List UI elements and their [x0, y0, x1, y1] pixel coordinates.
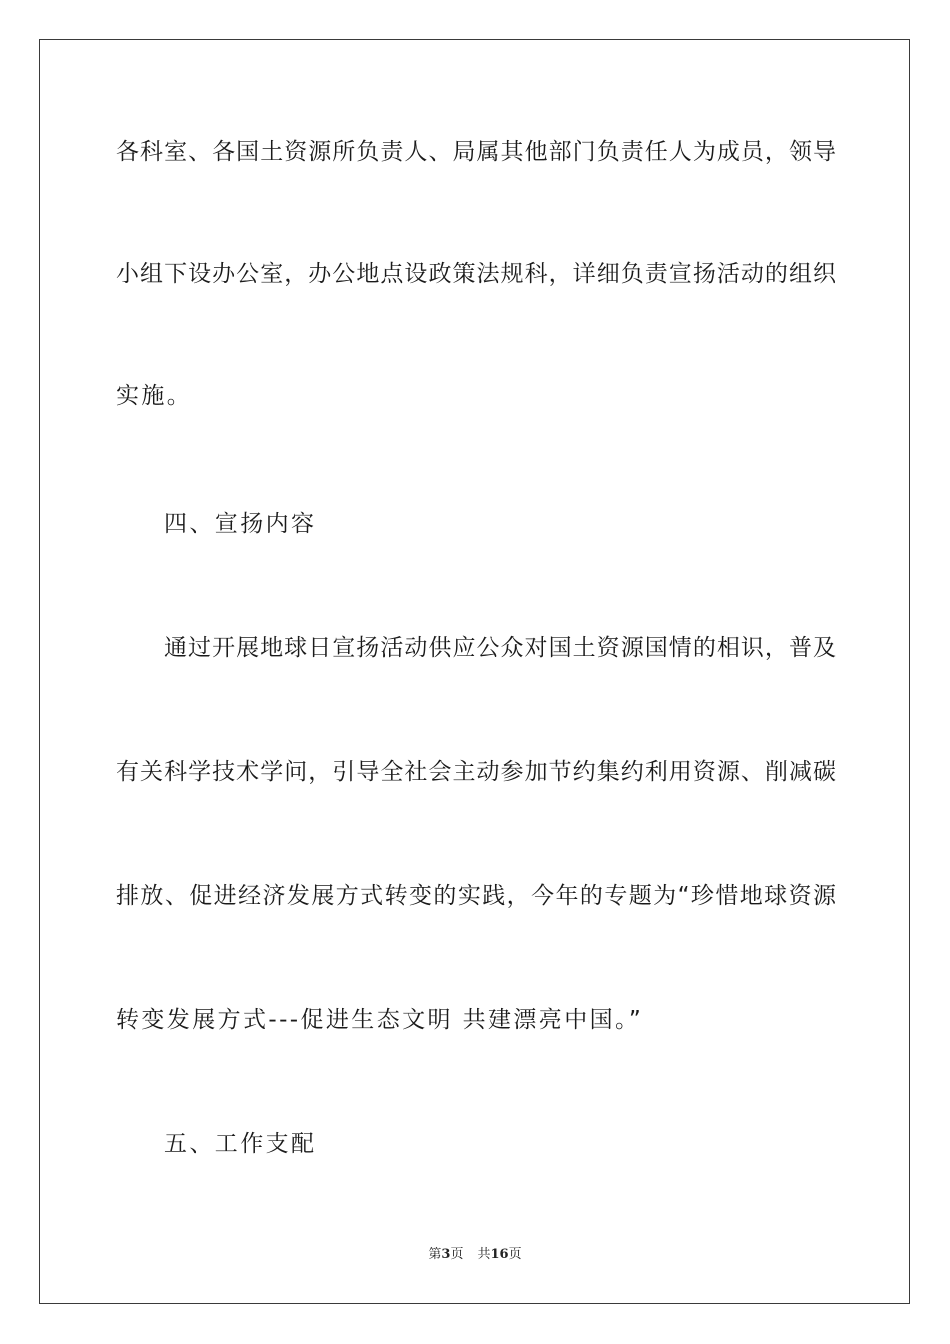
body-line: 通过开展地球日宣扬活动供应公众对国土资源国情的相识，普及 — [164, 635, 836, 661]
page-number: 3 — [441, 1247, 451, 1262]
total-pages: 16 — [490, 1247, 509, 1262]
page-prefix: 第 — [428, 1247, 442, 1262]
section-heading: 四、宣扬内容 — [164, 511, 317, 537]
body-line: 各科室、各国土资源所负责人、局属其他部门负责任人为成员，领导 — [116, 139, 836, 165]
body-line: 排放、促进经济发展方式转变的实践，今年的专题为“珍惜地球资源 — [116, 883, 836, 909]
section-heading: 五、工作支配 — [164, 1131, 317, 1157]
page-suffix: 页 — [450, 1247, 464, 1262]
page-border — [39, 39, 910, 1304]
body-line: 实施。 — [116, 383, 193, 409]
page-footer — [0, 1246, 950, 1264]
body-line: 转变发展方式---促进生态文明 共建漂亮中国。” — [116, 1007, 644, 1033]
total-prefix: 共 — [477, 1247, 491, 1262]
body-line: 有关科学技术学问，引导全社会主动参加节约集约利用资源、削减碳 — [116, 759, 836, 785]
total-suffix: 页 — [508, 1247, 522, 1262]
body-line: 小组下设办公室，办公地点设政策法规科，详细负责宣扬活动的组织 — [116, 261, 836, 287]
